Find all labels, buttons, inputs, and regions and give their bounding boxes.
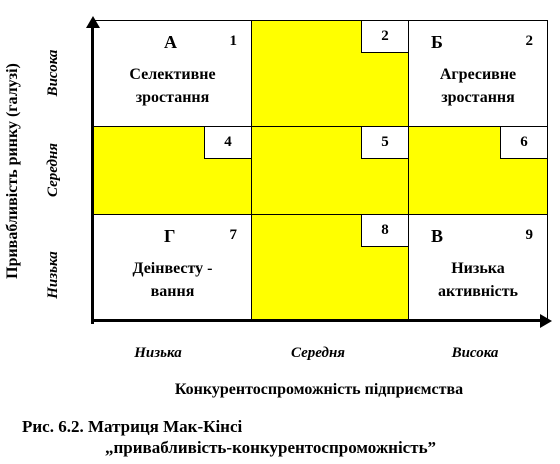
figure-caption-line-1: Рис. 6.2. Матриця Мак-Кінсі [22,417,243,436]
cell-number-box: 2 [361,20,409,53]
y-axis-arrow-icon [86,16,100,28]
cell-letter: А [164,32,177,52]
y-axis-title: Привабливість ринку (галузі) [4,63,21,279]
cell-number-box: 4 [204,126,252,159]
matrix-cell-4 [93,126,252,215]
cell-number-box: 8 [361,214,409,247]
cell-letter: Б [431,32,443,52]
cell-letter: В [431,226,444,246]
row-label-low: Низька [45,251,61,299]
cell-letter: Г [164,226,176,246]
column-label-medium: Середня [290,345,346,361]
x-axis-line [91,319,543,322]
mckinsey-matrix [93,20,548,320]
matrix-cell-1 [93,20,252,127]
strategy-label: Деінвесту - вання [132,260,213,300]
matrix-cell-5 [251,126,409,215]
cell-number: 1 [229,33,237,49]
y-axis-line [91,22,94,324]
matrix-cell-3 [408,20,548,127]
x-axis-arrow-icon [540,314,552,328]
cell-number: 7 [229,227,237,243]
matrix-cell-8 [251,214,409,320]
cell-number-box: 6 [500,126,548,159]
strategy-label: Агресивне зростання [439,66,517,106]
strategy-label: Низька активність [437,260,519,300]
column-label-low: Низька [134,345,182,361]
cell-number-box: 5 [361,126,409,159]
matrix-cell-2 [251,20,409,127]
column-label-high: Висока [451,345,499,361]
row-label-high: Висока [45,49,61,97]
cell-number: 9 [525,227,533,243]
strategy-label: Селективне зростання [129,66,216,106]
matrix-cell-6 [408,126,548,215]
row-label-medium: Середня [45,142,61,198]
matrix-cell-9 [408,214,548,320]
cell-number: 2 [525,33,533,49]
figure-caption-line-2: „привабливість-конкурентоспроможність” [105,438,437,457]
matrix-cell-7 [93,214,252,320]
x-axis-title: Конкурентоспроможність підприємства [174,381,464,398]
